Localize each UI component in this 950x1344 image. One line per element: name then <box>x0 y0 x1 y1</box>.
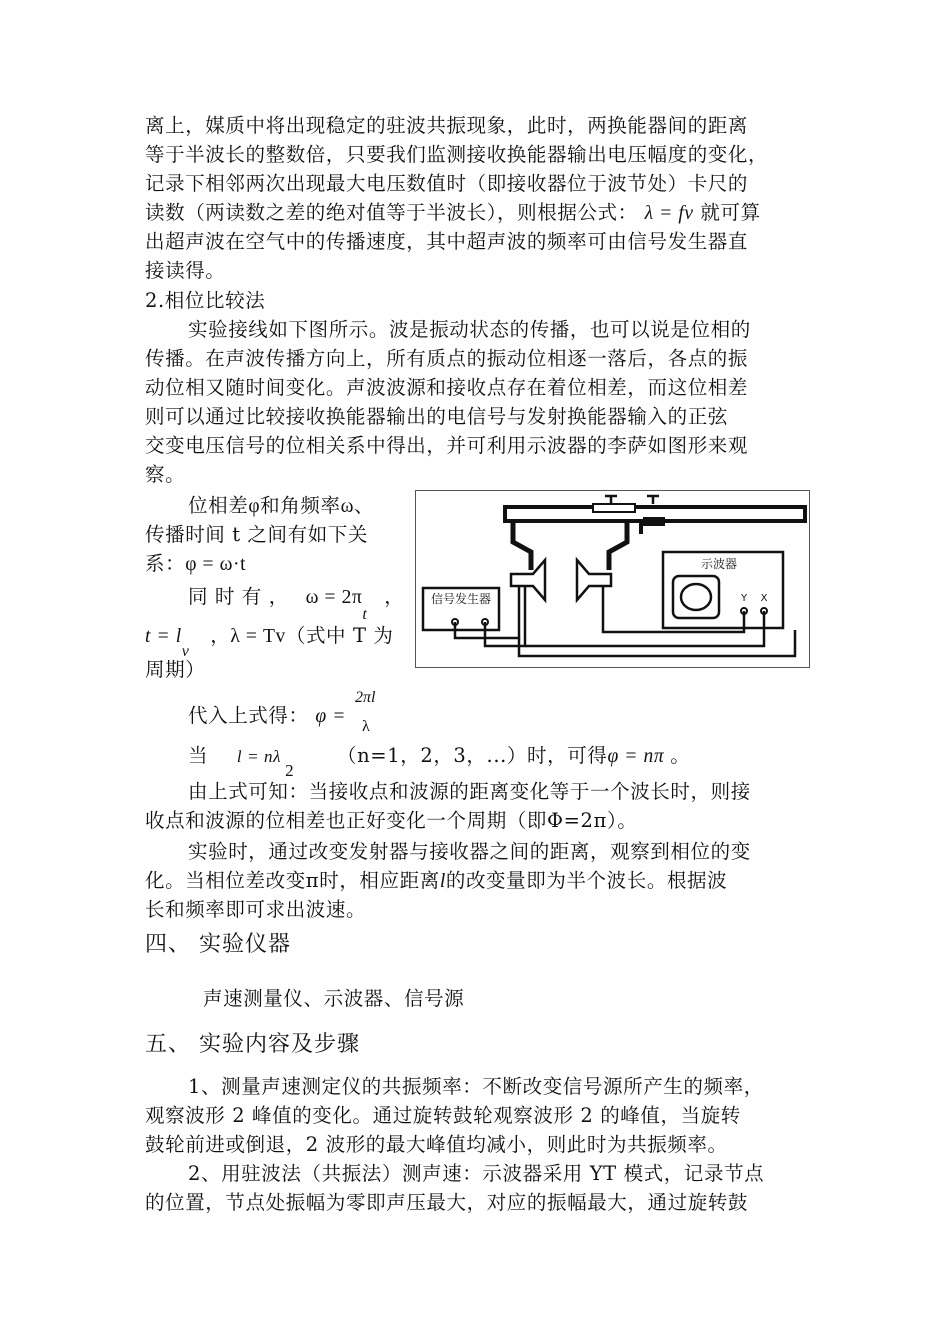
phase-line-8: 当 l = nλ2 （n=1，2，3，...）时，可得φ = nπ 。 <box>188 744 691 780</box>
para2-line-4: 则可以通过比较接收换能器输出的电信号与发射换能器输入的正弦 <box>145 405 728 428</box>
omega-formula: ω = 2π <box>305 587 363 608</box>
omega-denominator: t <box>362 606 368 623</box>
para1-line-4-tail: 就可算 <box>700 201 761 224</box>
para2-line-6: 察。 <box>145 463 186 486</box>
section4-content: 声速测量仪、示波器、信号源 <box>203 987 465 1010</box>
time-denominator: v <box>181 643 190 660</box>
phase-line-1: 位相差φ和角频率ω、 <box>188 494 375 517</box>
l-formula: l = nλ <box>236 747 282 766</box>
l-denominator: 2 <box>285 761 295 780</box>
lambda-formula: λ = Tv <box>230 626 286 647</box>
wavelength-formula: λ = fv <box>644 203 694 224</box>
para3-line-1: 由上式可知：当接收点和波源的距离变化等于一个波长时，则接 <box>188 780 751 803</box>
time-formula: t = l <box>145 626 182 647</box>
phase-line-5: $t = l_v$ ，λ = Tv（式中 T 为 <box>145 624 394 660</box>
phase-line-2: 传播时间 t 之间有如下关 <box>145 523 369 546</box>
section5-line-4: 2、用驻波法（共振法）测声速：示波器采用 YT 模式，记录节点 <box>188 1162 765 1185</box>
terminal-y-label: Y <box>740 593 748 604</box>
section5-line-3: 鼓轮前进或倒退，2 波形的最大峰值均减小，则此时为共振频率。 <box>145 1133 728 1156</box>
section4-title: 四、 实验仪器 <box>145 932 291 957</box>
apparatus-diagram <box>415 490 810 668</box>
para1-line-2: 等于半波长的整数倍，只要我们监测接收换能器输出电压幅度的变化， <box>145 143 769 166</box>
oscilloscope-label: 示波器 <box>700 557 738 571</box>
phase-line-6: 周期） <box>145 658 206 681</box>
section5-line-5: 的位置，节点处振幅为零即声压最大，对应的振幅最大，通过旋转鼓 <box>145 1191 749 1214</box>
phase-formula: φ = ω·t <box>185 554 247 575</box>
phase-line-7: 代入上式得： φ = <box>188 704 347 727</box>
phase-line-4: 同 时 有 ， $\omega = 2\pi_t$ ， <box>188 585 405 623</box>
phi-numerator: 2πl <box>355 689 376 706</box>
section2-title: 2.相位比较法 <box>145 289 266 312</box>
para2-line-3: 动位相又随时间变化。声波波源和接收点存在着位相差，而这位相差 <box>145 376 749 399</box>
clamp <box>643 517 665 526</box>
section5-line-2: 观察波形 2 峰值的变化。通过旋转鼓轮观察波形 2 的峰值，当旋转 <box>145 1104 741 1127</box>
phi-lhs: φ = <box>315 706 347 727</box>
para1-line-6: 接读得。 <box>145 259 226 282</box>
para3-line-2: 收点和波源的位相差也正好变化一个周期（即Φ=2π）。 <box>145 809 638 832</box>
para1-line-4 <box>145 199 761 228</box>
para1-line-3: 记录下相邻两次出现最大电压数值时（即接收器位于波节处）卡尺的 <box>145 172 749 195</box>
para4-line-2: 化。当相位差改变π时，相应距离l的改变量即为半个波长。根据波 <box>145 869 728 892</box>
carriage <box>593 504 635 512</box>
para4-line-1: 实验时，通过改变发射器与接收器之间的距离，观察到相位的变 <box>188 840 751 863</box>
signal-generator-label: 信号发生器 <box>430 592 492 606</box>
para2-line-1: 实验接线如下图所示。波是振动状态的传播，也可以说是位相的 <box>188 318 751 341</box>
para2-line-5: 交变电压信号的位相关系中得出，并可利用示波器的李萨如图形来观 <box>145 434 749 457</box>
para1-line-5: 出超声波在空气中的传播速度，其中超声波的频率可由信号发生器直 <box>145 230 749 253</box>
terminal-x-label: X <box>760 593 768 604</box>
section5-title: 五、 实验内容及步骤 <box>145 1032 360 1057</box>
section5-line-1: 1、测量声速测定仪的共振频率：不断改变信号源所产生的频率， <box>188 1075 764 1098</box>
para1-line-1: 离上，媒质中将出现稳定的驻波共振现象，此时，两换能器间的距离 <box>145 114 749 137</box>
para2-line-2: 传播。在声波传播方向上，所有质点的振动位相逐一落后，各点的振 <box>145 347 749 370</box>
para1-line-4-text: 读数（两读数之差的绝对值等于半波长），则根据公式： <box>145 201 638 224</box>
para4-line-3: 长和频率即可求出波速。 <box>145 898 367 921</box>
phi-n-pi: φ = nπ <box>607 746 665 767</box>
phi-denominator: λ <box>362 718 370 735</box>
phase-line-3: 系：φ = ω·t <box>145 552 247 575</box>
